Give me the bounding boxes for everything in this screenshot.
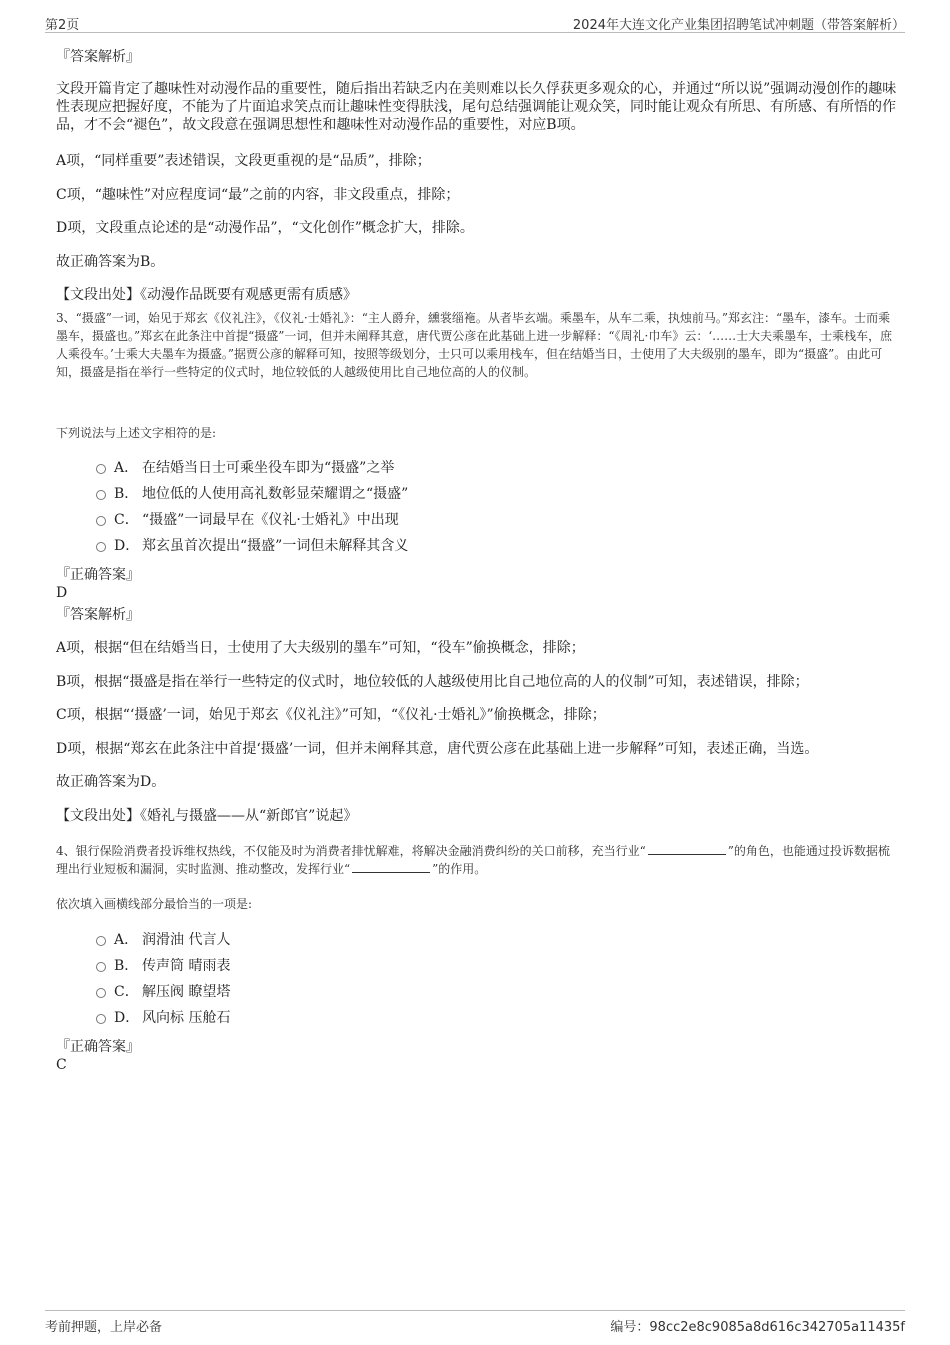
page-footer: [45, 1310, 905, 1335]
q3-option-a-analysis: A项，根据“但在结婚当日，士使用了大夫级别的墨车”可知，“役车”偷换概念，排除；: [56, 640, 585, 656]
page-header: [45, 12, 905, 33]
q2-conclusion: 故正确答案为B。: [56, 254, 165, 270]
document-title: 2024年大连文化产业集团招聘笔试冲刺题（带答案解析）: [572, 18, 905, 33]
q4-prompt: 依次填入画横线部分最恰当的一项是:: [56, 897, 253, 911]
q2-analysis-label: 『答案解析』: [56, 49, 140, 65]
q4-answer-label: 『正确答案』: [56, 1039, 140, 1055]
q3-option-c[interactable]: C． “摄盛”一词最早在《仪礼·士婚礼》中出现: [96, 510, 399, 530]
q4-stem: 4、银行保险消费者投诉维权热线，不仅能及时为消费者排忧解难，将解决金融消费纠纷的关口前移，充当行业“ ”的角色，也能通过投诉数据梳理出行业短板和漏洞，实时监测、推动整改，发挥行业“ ”的作用。: [56, 844, 890, 876]
radio-icon[interactable]: [96, 936, 106, 946]
blank-line: [648, 843, 726, 855]
q2-option-a-analysis: A项，“同样重要”表述错误，文段更重视的是“品质”，排除；: [56, 153, 431, 169]
q3-answer: D: [56, 585, 68, 601]
radio-icon[interactable]: [96, 464, 106, 474]
document-id: 编号：98cc2e8c9085a8d616c342705a11435f: [610, 1320, 905, 1335]
q3-source: 【文段出处】《婚礼与摄盛——从“新郎官”说起》: [56, 808, 358, 824]
radio-icon[interactable]: [96, 962, 106, 972]
q3-option-d-analysis: D项，根据“郑玄在此条注中首提‘摄盛’一词，但并未阐释其意，唐代贾公彦在此基础上进一步解释”可知，表述正确，当选。: [56, 741, 819, 757]
radio-icon[interactable]: [96, 516, 106, 526]
q2-analysis: 文段开篇肯定了趣味性对动漫作品的重要性，随后指出若缺乏内在美则难以长久俘获更多观众的心，并通过“所以说”强调动漫创作的趣味性表现应把握好度，不能为了片面追求笑点而让趣味性变得肤浅，尾句总结强调能让观众笑，同时能让观众有所思、有所感、有所悟的作品，才不会“褪色”，故文段意在强调思想性和趣味性对动漫作品的重要性，对应B项。: [56, 81, 897, 133]
q2-source: 【文段出处】《动漫作品既要有观感更需有质感》: [56, 287, 357, 303]
radio-icon[interactable]: [96, 988, 106, 998]
radio-icon[interactable]: [96, 490, 106, 500]
q2-option-d-analysis: D项，文段重点论述的是“动漫作品”，“文化创作”概念扩大，排除。: [56, 220, 474, 236]
radio-icon[interactable]: [96, 542, 106, 552]
q3-option-a[interactable]: A． 在结婚当日士可乘坐役车即为“摄盛”之举: [96, 458, 394, 478]
q3-conclusion: 故正确答案为D。: [56, 774, 166, 790]
q3-option-c-analysis: C项，根据“‘摄盛’一词，始见于郑玄《仪礼注》”可知，“《仪礼·士婚礼》”偷换概念，排除；: [56, 707, 606, 723]
q2-option-c-analysis: C项，“趣味性”对应程度词“最”之前的内容，非文段重点，排除；: [56, 187, 460, 203]
q3-analysis-label: 『答案解析』: [56, 607, 140, 623]
q3-option-b-analysis: B项，根据“摄盛是指在举行一些特定的仪式时，地位较低的人越级使用比自己地位高的人的仪制”可知，表述错误，排除；: [56, 674, 809, 690]
radio-icon[interactable]: [96, 1014, 106, 1024]
q3-option-b[interactable]: B． 地位低的人使用高礼数彰显荣耀谓之“摄盛”: [96, 484, 408, 504]
q4-answer: C: [56, 1057, 67, 1073]
q4-option-d[interactable]: D． 风向标 压舱石: [96, 1008, 230, 1028]
q4-option-b[interactable]: B． 传声筒 晴雨表: [96, 956, 230, 976]
q3-stem: 3、“摄盛”一词，始见于郑玄《仪礼注》，《仪礼·士婚礼》：“主人爵弁，纁裳缁袘。从者毕玄端。乘墨车，从车二乘，执烛前马。”郑玄注：“墨车，漆车。士而乘墨车，摄盛也。”郑玄在此条注中首提“摄盛”一词，但并未阐释其意，唐代贾公彦在此基础上进一步解释：“《周礼·巾车》云：‘……士大夫乘墨车，士乘栈车，庶人乘役车。’士乘大夫墨车为摄盛。”据贾公彦的解释可知，按照等级划分，士只可以乘用栈车，但在结婚当日，士使用了大夫级别的墨车，即为“摄盛”。由此可知，摄盛是指在举行一些特定的仪式时，地位较低的人越级使用比自己地位高的人的仪制。: [56, 311, 893, 379]
footer-slogan: 考前押题，上岸必备: [45, 1320, 163, 1335]
page-number: 第2页: [45, 18, 80, 33]
q4-option-c[interactable]: C． 解压阀 瞭望塔: [96, 982, 230, 1002]
q3-answer-label: 『正确答案』: [56, 567, 140, 583]
q3-prompt: 下列说法与上述文字相符的是:: [56, 426, 217, 440]
q3-option-d[interactable]: D． 郑玄虽首次提出“摄盛”一词但未解释其含义: [96, 536, 408, 556]
blank-line: [352, 861, 430, 873]
q4-option-a[interactable]: A． 润滑油 代言人: [96, 930, 230, 950]
